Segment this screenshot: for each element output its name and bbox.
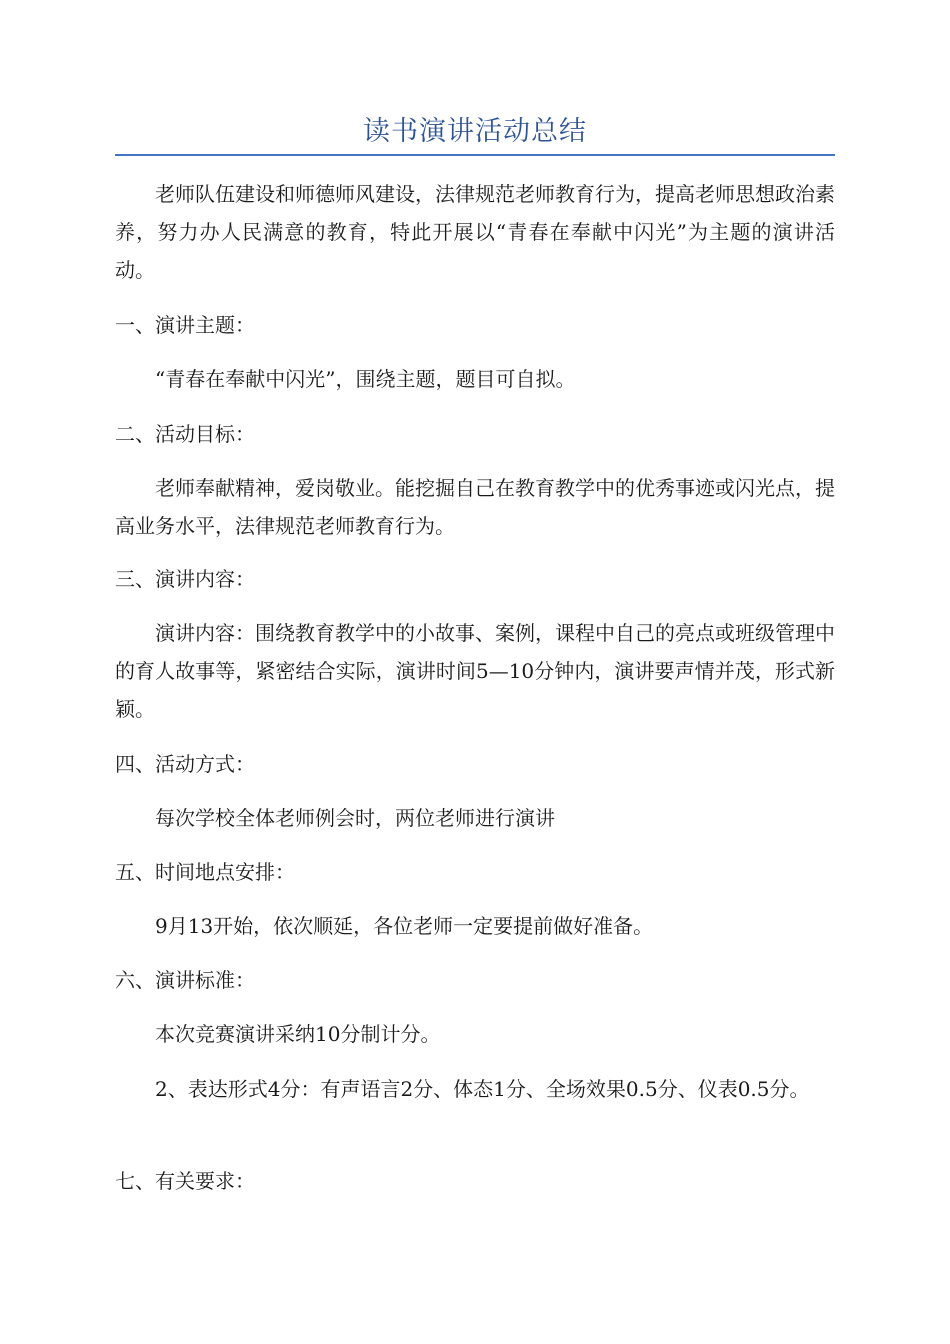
section-heading: 六、演讲标准： — [115, 968, 255, 992]
section-heading: 一、演讲主题： — [115, 313, 255, 337]
intro-paragraph: 老师队伍建设和师德师风建设，法律规范老师教育行为，提高老师思想政治素养，努力办人民满意的教育，特此开展以“青春在奉献中闪光”为主题的演讲活动。 — [115, 182, 835, 282]
intro-block — [115, 175, 835, 289]
section-heading: 二、活动目标： — [115, 422, 255, 446]
section-6-body-1 — [115, 1015, 835, 1053]
section-paragraph: 演讲内容：围绕教育教学中的小故事、案例，课程中自己的亮点或班级管理中的育人故事等，紧密结合实际，演讲时间5—10分钟内，演讲要声情并茂，形式新颖。 — [115, 621, 835, 721]
document-title: 读书演讲活动总结 — [363, 116, 587, 147]
section-heading: 五、时间地点安排： — [115, 860, 295, 884]
section-paragraph: 每次学校全体老师例会时，两位老师进行演讲 — [155, 806, 555, 830]
section-4-heading-block — [115, 745, 835, 783]
section-paragraph: 老师奉献精神，爱岗敬业。能挖掘自己在教育教学中的优秀事迹或闪光点，提高业务水平，法律规范老师教育行为。 — [115, 476, 835, 538]
section-paragraph: “青春在奉献中闪光”，围绕主题，题目可自拟。 — [155, 367, 576, 391]
section-3-body — [115, 614, 835, 728]
section-7-heading-block — [115, 1162, 835, 1200]
section-1-heading-block — [115, 306, 835, 344]
section-heading: 三、演讲内容： — [115, 567, 255, 591]
title-underline — [115, 154, 835, 156]
section-paragraph: 9月13开始，依次顺延，各位老师一定要提前做好准备。 — [155, 914, 654, 938]
section-paragraph: 2、表达形式4分：有声语言2分、体态1分、全场效果0.5分、仪表0.5分。 — [155, 1077, 810, 1101]
section-4-body — [115, 799, 835, 837]
section-5-body — [115, 907, 835, 945]
section-2-heading-block — [115, 415, 835, 453]
section-2-body — [115, 469, 835, 545]
section-6-body-2 — [115, 1070, 835, 1108]
section-6-heading-block — [115, 961, 835, 999]
section-heading: 七、有关要求： — [115, 1169, 255, 1193]
section-1-body — [115, 360, 835, 398]
section-paragraph: 本次竞赛演讲采纳10分制计分。 — [155, 1022, 441, 1046]
section-heading: 四、活动方式： — [115, 752, 255, 776]
section-5-heading-block — [115, 853, 835, 891]
section-3-heading-block — [115, 560, 835, 598]
